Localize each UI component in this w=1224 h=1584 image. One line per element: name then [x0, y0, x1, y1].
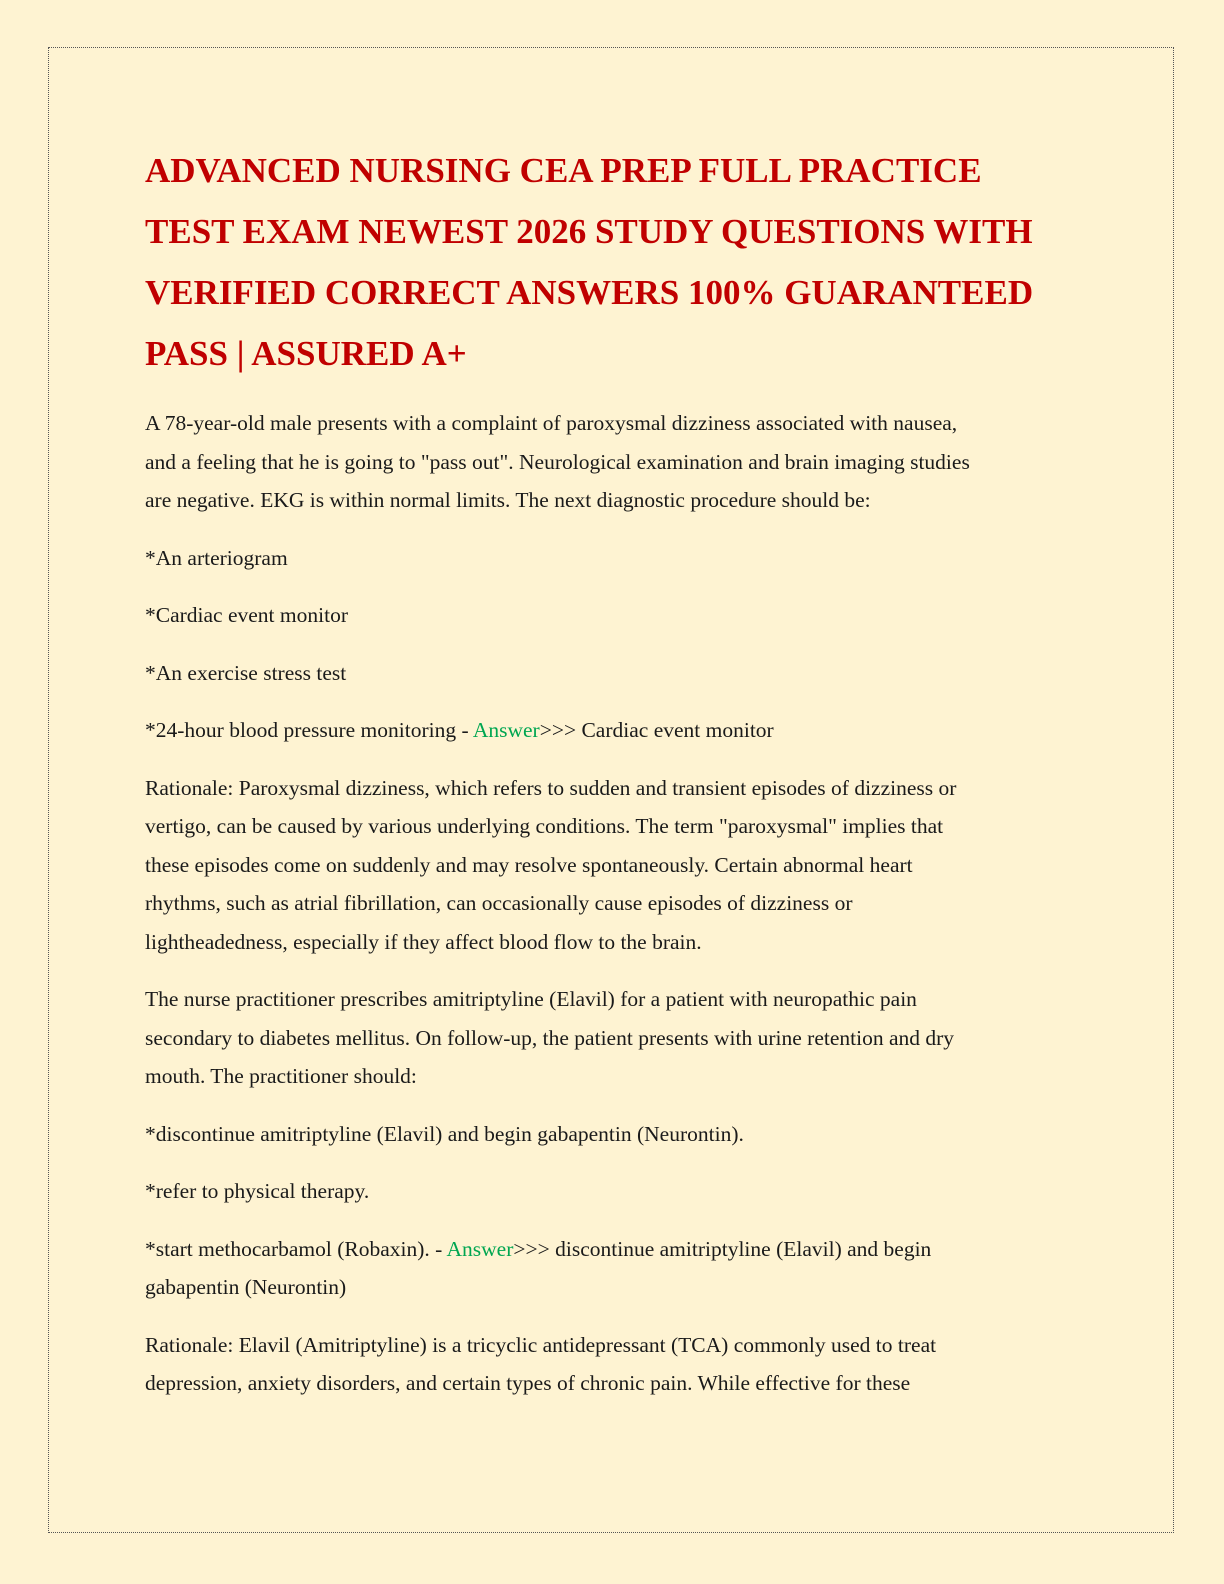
- stem-line: secondary to diabetes mellitus. On follow-up, the patient presents with urine retention and dry: [145, 1025, 955, 1050]
- title-line: ADVANCED NURSING CEA PREP FULL PRACTICE: [145, 151, 982, 190]
- stem-line: and a feeling that he is going to "pass out". Neurological examination and brain imaging studies: [145, 449, 970, 474]
- answer-text: >>> Cardiac event monitor: [539, 718, 774, 742]
- question-1-option: *An exercise stress test: [145, 660, 347, 685]
- title-line: TEST EXAM NEWEST 2026 STUDY QUESTIONS WITH: [145, 212, 1033, 251]
- answer-label: Answer: [472, 718, 540, 742]
- rationale-line: rhythms, such as atrial fibrillation, can occasionally cause episodes of dizziness or: [145, 891, 853, 915]
- document-body: [145, 140, 1085, 1422]
- stem-line: The nurse practitioner prescribes amitriptyline (Elavil) for a patient with neuropathic pain: [145, 987, 917, 1011]
- answer-line: [145, 1230, 1085, 1269]
- option-text: *24-hour blood pressure monitoring -: [145, 718, 473, 742]
- answer-text-continued: gabapentin (Neurontin): [145, 1275, 347, 1299]
- rationale-line: Rationale: Paroxysmal dizziness, which refers to sudden and transient episodes of dizziness or: [145, 775, 957, 800]
- title-line: PASS | ASSURED A+: [145, 334, 467, 373]
- question-2-rationale: [145, 1326, 1085, 1403]
- question-2-option-with-answer: [145, 1230, 1085, 1307]
- question-1-option-with-answer: [145, 711, 1085, 750]
- rationale-line: Rationale: Elavil (Amitriptyline) is a tricyclic antidepressant (TCA) commonly used to treat: [145, 1332, 937, 1357]
- question-1-rationale: [145, 769, 1085, 962]
- rationale-line: depression, anxiety disorders, and certain types of chronic pain. While effective for these: [145, 1371, 911, 1395]
- rationale-line: these episodes come on suddenly and may resolve spontaneously. Certain abnormal heart: [145, 852, 913, 877]
- question-2-option: *discontinue amitriptyline (Elavil) and begin gabapentin (Neurontin).: [145, 1121, 744, 1146]
- stem-line: A 78-year-old male presents with a complaint of paroxysmal dizziness associated with nausea,: [145, 411, 958, 435]
- rationale-line: vertigo, can be caused by various underlying conditions. The term "paroxysmal" implies that: [145, 814, 944, 838]
- question-2-stem: [145, 980, 1085, 1096]
- answer-label: Answer: [446, 1236, 514, 1261]
- title-line: VERIFIED CORRECT ANSWERS 100% GUARANTEED: [145, 273, 1034, 312]
- answer-text: >>> discontinue amitriptyline (Elavil) and begin: [513, 1236, 932, 1261]
- rationale-line: lightheadedness, especially if they affect blood flow to the brain.: [145, 929, 702, 954]
- question-1-option: *Cardiac event monitor: [145, 603, 348, 627]
- document-title: [145, 140, 1085, 384]
- stem-line: mouth. The practitioner should:: [145, 1064, 417, 1088]
- question-1-option: *An arteriogram: [145, 545, 288, 570]
- question-1-stem: [145, 404, 1085, 520]
- option-text: *start methocarbamol (Robaxin). -: [145, 1236, 447, 1261]
- stem-line: are negative. EKG is within normal limits. The next diagnostic procedure should be:: [145, 488, 871, 512]
- question-2-option: *refer to physical therapy.: [145, 1179, 370, 1203]
